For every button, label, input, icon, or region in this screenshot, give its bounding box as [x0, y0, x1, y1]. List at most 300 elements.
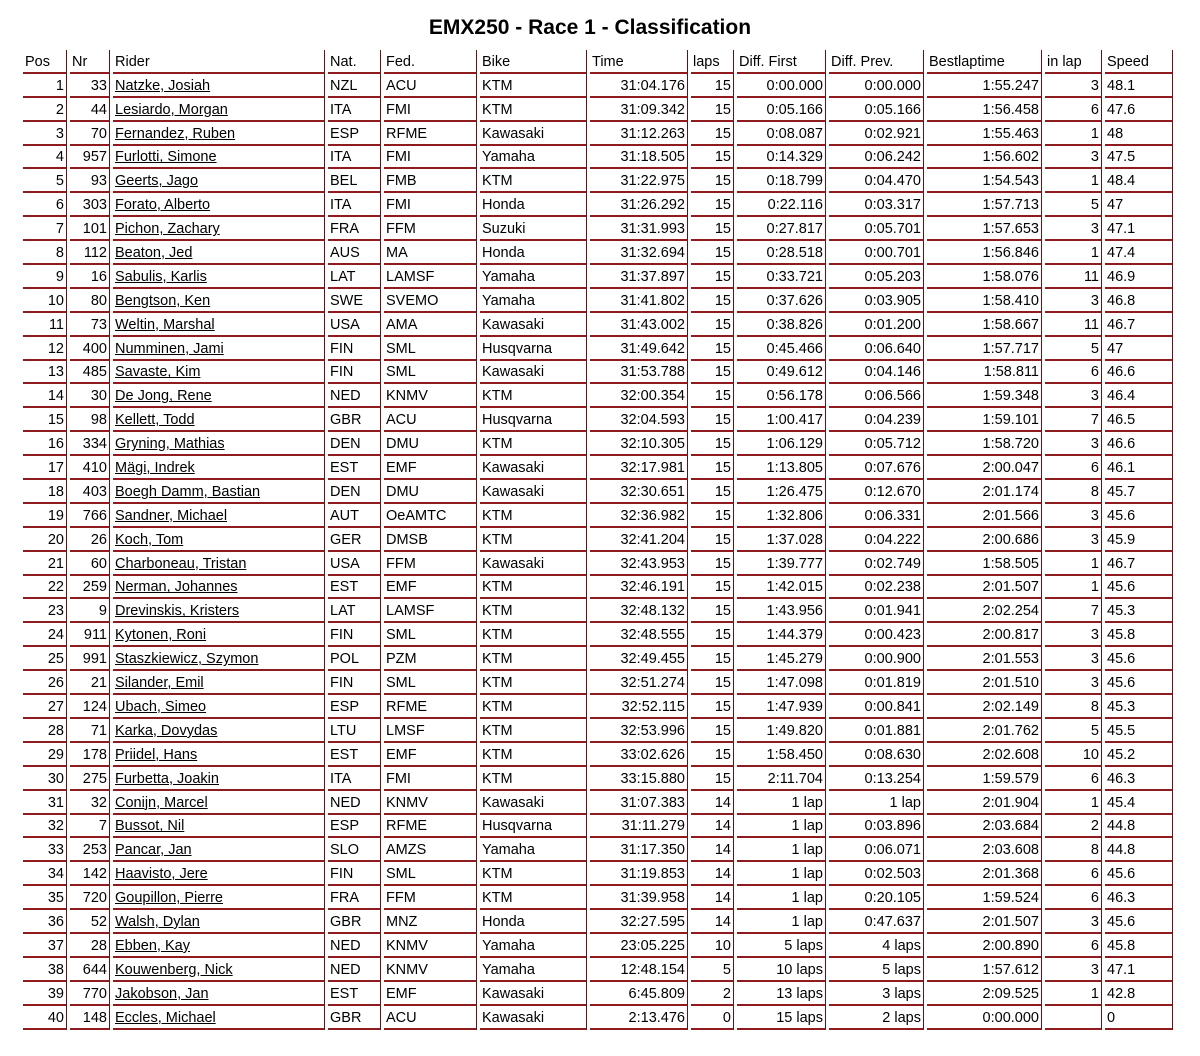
cell-bestlaptime: 1:55.463: [927, 122, 1042, 146]
rider-link[interactable]: Gryning, Mathias: [115, 436, 225, 453]
cell-fed: EMF: [384, 743, 477, 767]
rider-link[interactable]: Kytonen, Roni: [115, 627, 207, 644]
cell-speed: 0: [1105, 1006, 1173, 1030]
cell-rider: [113, 599, 325, 623]
cell-time: 31:12.263: [590, 122, 688, 146]
cell-diff-prev: 0:01.200: [829, 313, 924, 337]
cell-laps: 15: [691, 623, 734, 647]
cell-bestlaptime: 2:01.368: [927, 862, 1042, 886]
cell-in-lap: 7: [1045, 408, 1102, 432]
header-rider: Rider: [113, 50, 325, 74]
cell-bestlaptime: 2:01.510: [927, 671, 1042, 695]
cell-fed: EMF: [384, 456, 477, 480]
cell-nr: 98: [70, 408, 110, 432]
cell-bestlaptime: 2:00.817: [927, 623, 1042, 647]
cell-diff-prev: 0:12.670: [829, 480, 924, 504]
cell-bestlaptime: 1:59.579: [927, 767, 1042, 791]
cell-laps: 15: [691, 743, 734, 767]
header-nr: Nr: [70, 50, 110, 74]
table-row: [23, 265, 1173, 289]
cell-diff-prev: 0:13.254: [829, 767, 924, 791]
rider-link[interactable]: Savaste, Kim: [115, 364, 201, 381]
cell-rider: [113, 910, 325, 934]
cell-nat: ITA: [328, 146, 381, 170]
cell-laps: 15: [691, 74, 734, 98]
table-row: [23, 743, 1173, 767]
cell-nat: ESP: [328, 815, 381, 839]
cell-bike: Kawasaki: [480, 480, 587, 504]
rider-link[interactable]: Haavisto, Jere: [115, 866, 208, 883]
cell-diff-prev: 0:01.941: [829, 599, 924, 623]
cell-nr: 112: [70, 241, 110, 265]
table-body: [23, 74, 1173, 1030]
cell-speed: 47.1: [1105, 217, 1173, 241]
cell-in-lap: 1: [1045, 576, 1102, 600]
cell-laps: 15: [691, 719, 734, 743]
cell-bike: Suzuki: [480, 217, 587, 241]
cell-pos: 22: [23, 576, 67, 600]
cell-diff-prev: 0:06.331: [829, 504, 924, 528]
cell-bike: KTM: [480, 384, 587, 408]
rider-link[interactable]: Koch, Tom: [115, 531, 184, 548]
cell-nr: 16: [70, 265, 110, 289]
cell-diff-prev: 0:00.000: [829, 74, 924, 98]
cell-pos: 11: [23, 313, 67, 337]
cell-bestlaptime: 2:03.684: [927, 815, 1042, 839]
cell-nat: SWE: [328, 289, 381, 313]
rider-link[interactable]: Furbetta, Joakin: [115, 770, 219, 787]
cell-in-lap: 3: [1045, 910, 1102, 934]
cell-nr: 32: [70, 791, 110, 815]
cell-in-lap: 5: [1045, 719, 1102, 743]
cell-bestlaptime: 2:01.507: [927, 576, 1042, 600]
cell-nr: 766: [70, 504, 110, 528]
cell-in-lap: 1: [1045, 122, 1102, 146]
cell-diff-first: 0:18.799: [737, 169, 826, 193]
rider-link[interactable]: Silander, Emil: [115, 675, 204, 692]
cell-nat: FIN: [328, 361, 381, 385]
cell-bike: KTM: [480, 599, 587, 623]
cell-diff-prev: 0:03.317: [829, 193, 924, 217]
cell-fed: FMB: [384, 169, 477, 193]
rider-link[interactable]: Natzke, Josiah: [115, 77, 211, 94]
cell-diff-prev: 0:03.896: [829, 815, 924, 839]
cell-in-lap: 1: [1045, 982, 1102, 1006]
cell-pos: 26: [23, 671, 67, 695]
cell-rider: [113, 886, 325, 910]
cell-in-lap: 6: [1045, 886, 1102, 910]
cell-laps: 15: [691, 695, 734, 719]
cell-rider: [113, 384, 325, 408]
table-row: [23, 719, 1173, 743]
cell-speed: 47.1: [1105, 958, 1173, 982]
cell-bestlaptime: 1:55.247: [927, 74, 1042, 98]
cell-diff-prev: 0:00.423: [829, 623, 924, 647]
cell-speed: 44.8: [1105, 815, 1173, 839]
rider-link[interactable]: Mägi, Indrek: [115, 460, 195, 477]
cell-laps: 15: [691, 98, 734, 122]
cell-nat: FIN: [328, 862, 381, 886]
cell-nr: 80: [70, 289, 110, 313]
rider-link[interactable]: Goupillon, Pierre: [115, 890, 223, 907]
cell-laps: 15: [691, 313, 734, 337]
cell-laps: 15: [691, 361, 734, 385]
cell-diff-first: 0:38.826: [737, 313, 826, 337]
cell-diff-prev: 2 laps: [829, 1006, 924, 1030]
cell-nr: 73: [70, 313, 110, 337]
rider-link[interactable]: Pichon, Zachary: [115, 221, 220, 238]
cell-in-lap: 5: [1045, 337, 1102, 361]
table-row: [23, 576, 1173, 600]
cell-rider: [113, 480, 325, 504]
cell-nat: FIN: [328, 337, 381, 361]
cell-fed: EMF: [384, 982, 477, 1006]
cell-nr: 124: [70, 695, 110, 719]
table-row: [23, 456, 1173, 480]
cell-nr: 44: [70, 98, 110, 122]
cell-diff-first: 5 laps: [737, 934, 826, 958]
cell-speed: 45.6: [1105, 647, 1173, 671]
table-row: [23, 767, 1173, 791]
cell-speed: 46.8: [1105, 289, 1173, 313]
cell-diff-first: 1:42.015: [737, 576, 826, 600]
cell-nat: NED: [328, 791, 381, 815]
table-row: [23, 934, 1173, 958]
cell-diff-prev: 0:02.921: [829, 122, 924, 146]
cell-time: 31:17.350: [590, 838, 688, 862]
rider-link[interactable]: Lesiardo, Morgan: [115, 101, 228, 118]
cell-nr: 485: [70, 361, 110, 385]
cell-fed: KNMV: [384, 934, 477, 958]
cell-speed: 45.6: [1105, 862, 1173, 886]
rider-link[interactable]: Priidel, Hans: [115, 746, 198, 763]
cell-rider: [113, 217, 325, 241]
cell-laps: 14: [691, 791, 734, 815]
cell-rider: [113, 313, 325, 337]
cell-time: 31:22.975: [590, 169, 688, 193]
cell-diff-first: 1:44.379: [737, 623, 826, 647]
cell-rider: [113, 791, 325, 815]
rider-link[interactable]: Numminen, Jami: [115, 340, 224, 357]
table-row: [23, 169, 1173, 193]
cell-fed: LMSF: [384, 719, 477, 743]
cell-speed: 45.6: [1105, 576, 1173, 600]
cell-nat: GER: [328, 528, 381, 552]
cell-nat: NED: [328, 934, 381, 958]
cell-bike: Honda: [480, 193, 587, 217]
table-header-row: [23, 50, 1173, 74]
cell-bike: KTM: [480, 886, 587, 910]
rider-link[interactable]: Beaton, Jed: [115, 245, 193, 262]
cell-nat: ESP: [328, 695, 381, 719]
table-row: [23, 384, 1173, 408]
cell-diff-first: 1:39.777: [737, 552, 826, 576]
cell-nat: LAT: [328, 599, 381, 623]
cell-bestlaptime: 1:59.348: [927, 384, 1042, 408]
cell-in-lap: 3: [1045, 74, 1102, 98]
table-row: [23, 958, 1173, 982]
cell-rider: [113, 623, 325, 647]
cell-bestlaptime: 1:59.524: [927, 886, 1042, 910]
table-row: [23, 408, 1173, 432]
table-row: [23, 791, 1173, 815]
cell-laps: 0: [691, 1006, 734, 1030]
cell-diff-prev: 0:06.566: [829, 384, 924, 408]
cell-bestlaptime: 2:01.762: [927, 719, 1042, 743]
cell-pos: 20: [23, 528, 67, 552]
rider-link[interactable]: Fernandez, Ruben: [115, 125, 236, 142]
cell-nat: USA: [328, 552, 381, 576]
cell-time: 32:51.274: [590, 671, 688, 695]
cell-in-lap: 1: [1045, 169, 1102, 193]
cell-diff-prev: 0:02.238: [829, 576, 924, 600]
cell-diff-prev: 0:20.105: [829, 886, 924, 910]
cell-bestlaptime: 1:56.458: [927, 98, 1042, 122]
cell-bike: KTM: [480, 98, 587, 122]
rider-link[interactable]: Furlotti, Simone: [115, 149, 217, 166]
cell-nat: EST: [328, 743, 381, 767]
cell-fed: SML: [384, 671, 477, 695]
classification-table: [20, 50, 1176, 1030]
cell-laps: 15: [691, 337, 734, 361]
rider-link[interactable]: Eccles, Michael: [115, 1009, 216, 1026]
cell-diff-prev: 0:07.676: [829, 456, 924, 480]
cell-nr: 21: [70, 671, 110, 695]
cell-speed: 46.3: [1105, 886, 1173, 910]
cell-laps: 15: [691, 265, 734, 289]
cell-bike: KTM: [480, 719, 587, 743]
cell-diff-first: 1:58.450: [737, 743, 826, 767]
cell-diff-first: 1:32.806: [737, 504, 826, 528]
cell-bike: KTM: [480, 528, 587, 552]
cell-nat: ESP: [328, 122, 381, 146]
cell-nr: 403: [70, 480, 110, 504]
cell-laps: 5: [691, 958, 734, 982]
rider-link[interactable]: Pancar, Jan: [115, 842, 192, 859]
cell-speed: 47.4: [1105, 241, 1173, 265]
cell-nat: USA: [328, 313, 381, 337]
cell-time: 32:27.595: [590, 910, 688, 934]
cell-fed: MA: [384, 241, 477, 265]
cell-pos: 30: [23, 767, 67, 791]
table-row: [23, 982, 1173, 1006]
cell-laps: 15: [691, 193, 734, 217]
cell-in-lap: 8: [1045, 480, 1102, 504]
rider-link[interactable]: Ebben, Kay: [115, 937, 190, 954]
cell-nr: 275: [70, 767, 110, 791]
cell-bestlaptime: 2:01.553: [927, 647, 1042, 671]
cell-rider: [113, 74, 325, 98]
cell-rider: [113, 456, 325, 480]
cell-nr: 644: [70, 958, 110, 982]
cell-time: 32:52.115: [590, 695, 688, 719]
cell-laps: 14: [691, 838, 734, 862]
rider-link[interactable]: Kouwenberg, Nick: [115, 961, 233, 978]
cell-pos: 17: [23, 456, 67, 480]
cell-diff-first: 10 laps: [737, 958, 826, 982]
cell-diff-first: 0:28.518: [737, 241, 826, 265]
cell-bike: Yamaha: [480, 146, 587, 170]
cell-rider: [113, 408, 325, 432]
cell-rider: [113, 504, 325, 528]
cell-nat: BEL: [328, 169, 381, 193]
cell-pos: 7: [23, 217, 67, 241]
rider-link[interactable]: De Jong, Rene: [115, 388, 212, 405]
cell-in-lap: 6: [1045, 361, 1102, 385]
cell-bike: Husqvarna: [480, 815, 587, 839]
cell-time: 33:15.880: [590, 767, 688, 791]
cell-speed: 47.5: [1105, 146, 1173, 170]
rider-link[interactable]: Charboneau, Tristan: [115, 555, 247, 572]
cell-rider: [113, 1006, 325, 1030]
cell-rider: [113, 265, 325, 289]
cell-rider: [113, 98, 325, 122]
cell-fed: FMI: [384, 193, 477, 217]
rider-link[interactable]: Walsh, Dylan: [115, 913, 200, 930]
cell-laps: 15: [691, 456, 734, 480]
rider-link[interactable]: Forato, Alberto: [115, 197, 211, 214]
rider-link[interactable]: Nerman, Johannes: [115, 579, 238, 596]
cell-nat: ITA: [328, 193, 381, 217]
cell-in-lap: 3: [1045, 958, 1102, 982]
cell-bestlaptime: 2:00.047: [927, 456, 1042, 480]
cell-in-lap: 3: [1045, 432, 1102, 456]
table-row: [23, 862, 1173, 886]
table-row: [23, 623, 1173, 647]
cell-bike: KTM: [480, 767, 587, 791]
cell-nat: EST: [328, 982, 381, 1006]
cell-fed: SML: [384, 862, 477, 886]
cell-pos: 27: [23, 695, 67, 719]
cell-nat: FRA: [328, 217, 381, 241]
rider-link[interactable]: Conijn, Marcel: [115, 794, 208, 811]
header-pos: Pos: [23, 50, 67, 74]
cell-time: 31:19.853: [590, 862, 688, 886]
cell-rider: [113, 671, 325, 695]
cell-diff-first: 1 lap: [737, 838, 826, 862]
cell-pos: 5: [23, 169, 67, 193]
table-row: [23, 647, 1173, 671]
cell-speed: 48.1: [1105, 74, 1173, 98]
cell-pos: 13: [23, 361, 67, 385]
cell-speed: 46.3: [1105, 767, 1173, 791]
rider-link[interactable]: Sabulis, Karlis: [115, 268, 207, 285]
cell-diff-first: 0:14.329: [737, 146, 826, 170]
cell-diff-first: 1:37.028: [737, 528, 826, 552]
cell-bestlaptime: 2:00.890: [927, 934, 1042, 958]
rider-link[interactable]: Staszkiewicz, Szymon: [115, 651, 259, 668]
rider-link[interactable]: Ubach, Simeo: [115, 698, 207, 715]
cell-time: 31:31.993: [590, 217, 688, 241]
cell-bestlaptime: 1:58.811: [927, 361, 1042, 385]
cell-diff-first: 0:56.178: [737, 384, 826, 408]
cell-diff-prev: 0:05.701: [829, 217, 924, 241]
rider-link[interactable]: Bussot, Nil: [115, 818, 185, 835]
rider-link[interactable]: Bengtson, Ken: [115, 292, 211, 309]
cell-nat: LAT: [328, 265, 381, 289]
cell-pos: 37: [23, 934, 67, 958]
cell-bestlaptime: 2:01.566: [927, 504, 1042, 528]
cell-diff-first: 1 lap: [737, 791, 826, 815]
cell-pos: 28: [23, 719, 67, 743]
cell-diff-first: 0:22.116: [737, 193, 826, 217]
cell-time: 32:46.191: [590, 576, 688, 600]
cell-time: 32:00.354: [590, 384, 688, 408]
header-time: Time: [590, 50, 688, 74]
table-row: [23, 671, 1173, 695]
cell-fed: AMA: [384, 313, 477, 337]
cell-diff-prev: 0:04.470: [829, 169, 924, 193]
cell-speed: 48.4: [1105, 169, 1173, 193]
cell-speed: 46.9: [1105, 265, 1173, 289]
cell-time: 32:30.651: [590, 480, 688, 504]
cell-pos: 35: [23, 886, 67, 910]
cell-diff-first: 0:08.087: [737, 122, 826, 146]
rider-link[interactable]: Boegh Damm, Bastian: [115, 483, 261, 500]
cell-fed: MNZ: [384, 910, 477, 934]
cell-bike: Kawasaki: [480, 552, 587, 576]
cell-nat: NED: [328, 958, 381, 982]
cell-nat: DEN: [328, 480, 381, 504]
table-row: [23, 528, 1173, 552]
cell-diff-first: 13 laps: [737, 982, 826, 1006]
cell-nr: 770: [70, 982, 110, 1006]
table-row: [23, 193, 1173, 217]
cell-diff-prev: 0:00.841: [829, 695, 924, 719]
cell-nr: 720: [70, 886, 110, 910]
cell-in-lap: 11: [1045, 313, 1102, 337]
cell-diff-prev: 0:05.712: [829, 432, 924, 456]
cell-nr: 26: [70, 528, 110, 552]
cell-laps: 15: [691, 384, 734, 408]
cell-speed: 44.8: [1105, 838, 1173, 862]
cell-bestlaptime: 2:02.608: [927, 743, 1042, 767]
cell-laps: 15: [691, 217, 734, 241]
cell-time: 32:36.982: [590, 504, 688, 528]
cell-rider: [113, 982, 325, 1006]
cell-in-lap: 5: [1045, 193, 1102, 217]
rider-link[interactable]: Jakobson, Jan: [115, 985, 209, 1002]
cell-diff-first: 1:47.098: [737, 671, 826, 695]
cell-in-lap: 3: [1045, 217, 1102, 241]
cell-fed: RFME: [384, 695, 477, 719]
table-row: [23, 217, 1173, 241]
rider-link[interactable]: Geerts, Jago: [115, 173, 199, 190]
table-row: [23, 289, 1173, 313]
header-bestlaptime: Bestlaptime: [927, 50, 1042, 74]
table-row: [23, 361, 1173, 385]
cell-pos: 21: [23, 552, 67, 576]
cell-nr: 33: [70, 74, 110, 98]
cell-time: 23:05.225: [590, 934, 688, 958]
rider-link[interactable]: Drevinskis, Kristers: [115, 603, 240, 620]
rider-link[interactable]: Weltin, Marshal: [115, 316, 215, 333]
cell-laps: 15: [691, 408, 734, 432]
cell-rider: [113, 528, 325, 552]
cell-pos: 32: [23, 815, 67, 839]
cell-time: 31:26.292: [590, 193, 688, 217]
cell-bike: KTM: [480, 647, 587, 671]
rider-link[interactable]: Sandner, Michael: [115, 507, 228, 524]
page-title: EMX250 - Race 1 - Classification: [428, 16, 752, 39]
cell-speed: 45.8: [1105, 623, 1173, 647]
cell-pos: 31: [23, 791, 67, 815]
cell-fed: SVEMO: [384, 289, 477, 313]
cell-bike: Husqvarna: [480, 337, 587, 361]
header-speed: Speed: [1105, 50, 1173, 74]
rider-link[interactable]: Karka, Dovydas: [115, 722, 218, 739]
rider-link[interactable]: Kellett, Todd: [115, 412, 195, 429]
